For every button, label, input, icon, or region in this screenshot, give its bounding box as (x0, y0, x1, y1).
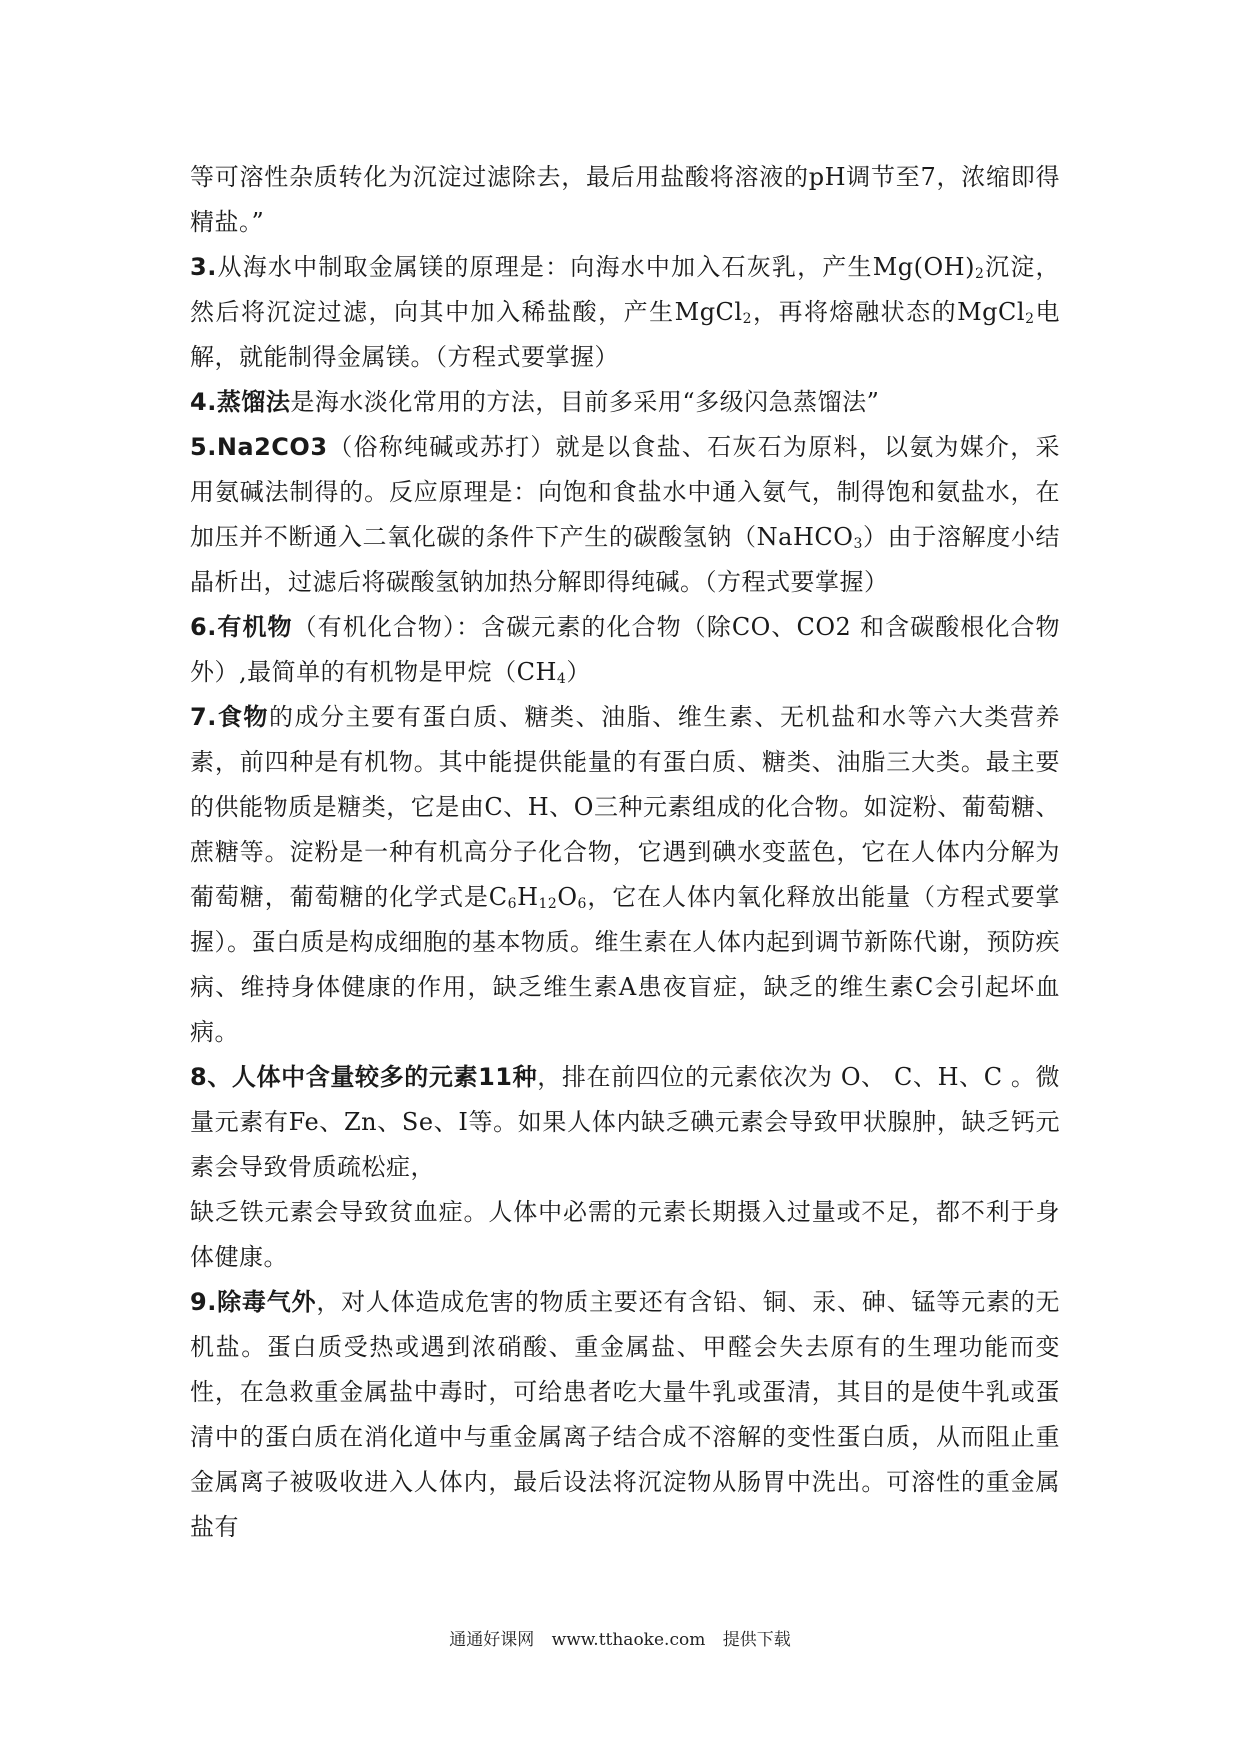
item-heading: 9.除毒气外 (190, 1288, 317, 1316)
text: O (557, 883, 578, 911)
text: ）由于溶解度小结晶析出，过滤后将碳酸氢钠加热分解即得纯碱。（方程式要掌握） (190, 523, 1060, 596)
footer-url[interactable]: www.tthaoke.com (551, 1630, 706, 1650)
document-body (190, 155, 1060, 1550)
text: ，对人体造成危害的物质主要还有含铅、铜、汞、砷、锰等元素的无机盐。蛋白质受热或遇到浓硝酸、重金属盐、甲醛会失去原有的生理功能而变性，在急救重金属盐中毒时，可给患者吃大量牛乳或蛋清，其目的是使牛乳或蛋清中的蛋白质在消化道中与重金属离子结合成不溶解的变性蛋白质，从而阻止重金属离子被吸收进入人体内，最后设法将沉淀物从肠胃中洗出。可溶性的重金属盐有 (190, 1288, 1060, 1541)
subscript: 12 (538, 896, 558, 912)
text: 沉淀，然后将沉淀过滤，向其中加入稀盐酸，产生MgCl (190, 253, 1060, 326)
text: H (517, 883, 539, 911)
text: （有机化合物）：含碳元素的化合物（除CO、CO2 和含碳酸根化合物外）,最简单的有机物是甲烷（CH (190, 613, 1060, 686)
subscript: 2 (974, 266, 985, 282)
item-heading: 5.Na2CO3 (190, 433, 328, 461)
item-heading: 7.食物 (190, 703, 269, 731)
page-footer (0, 1625, 1240, 1650)
item-heading: 4.蒸馏法 (190, 388, 291, 416)
text: ，排在前四位的元素依次为 O、 C、H、C 。微量元素有Fe、Zn、Se、I等。如果人体内缺乏碘元素会导致甲状腺肿，缺乏钙元素会导致骨质疏松症， (190, 1063, 1061, 1181)
text: ） (566, 658, 591, 686)
paragraph-9-toxins (190, 1280, 1060, 1550)
paragraph-8-continued: 缺乏铁元素会导致贫血症。人体中必需的元素长期摄入过量或不足，都不利于身体健康。 (190, 1198, 1060, 1271)
paragraph-4-distillation (190, 380, 1060, 425)
footer-site-name: 通通好课网 (449, 1630, 535, 1650)
text: ，它在人体内氧化释放出能量（方程式要掌握）。蛋白质是构成细胞的基本物质。维生素在人体内起到调节新陈代谢，预防疾病、维持身体健康的作用，缺乏维生素A患夜盲症，缺乏的维生素C会引起坏血病。 (190, 883, 1060, 1046)
subscript: 6 (577, 896, 587, 912)
paragraph-8-elements (190, 1055, 1060, 1190)
subscript: 4 (556, 671, 567, 687)
subscript: 2 (742, 311, 753, 327)
paragraph-7-food (190, 695, 1060, 1055)
paragraph-3-magnesium (190, 245, 1060, 380)
text: 是海水淡化常用的方法，目前多采用“多级闪急蒸馏法” (290, 388, 880, 416)
paragraph-5-soda-ash (190, 425, 1060, 605)
subscript: 3 (853, 536, 863, 552)
item-heading: 6.有机物 (190, 613, 293, 641)
text: （俗称纯碱或苏打）就是以食盐、石灰石为原料，以氨为媒介，采用氨碱法制得的。反应原理是：向饱和食盐水中通入氨气，制得饱和氨盐水，在加压并不断通入二氧化碳的条件下产生的碳酸氢钠（NaHCO (190, 433, 1060, 551)
text: 从海水中制取金属镁的原理是：向海水中加入石灰乳，产生Mg(OH) (216, 253, 975, 281)
text: 电解，就能制得金属镁。（方程式要掌握） (190, 298, 1061, 371)
subscript: 6 (507, 896, 518, 912)
item-heading: 8、人体中含量较多的元素11种 (190, 1063, 538, 1091)
subscript: 2 (1025, 311, 1035, 327)
footer-note: 提供下载 (722, 1630, 791, 1650)
text: 的成分主要有蛋白质、糖类、油脂、维生素、无机盐和水等六大类营养素，前四种是有机物。其中能提供能量的有蛋白质、糖类、油脂三大类。最主要的供能物质是糖类，它是由C、H、O三种元素组成的化合物。如淀粉、葡萄糖、蔗糖等。淀粉是一种有机高分子化合物，它遇到碘水变蓝色，它在人体内分解为葡萄糖，葡萄糖的化学式是C (190, 703, 1060, 911)
text: ，再将熔融状态的MgCl (752, 298, 1026, 326)
paragraph-6-organic (190, 605, 1060, 695)
item-number: 3. (190, 253, 217, 281)
paragraph-continuation: 等可溶性杂质转化为沉淀过滤除去，最后用盐酸将溶液的pH调节至7，浓缩即得精盐。” (190, 163, 1060, 236)
